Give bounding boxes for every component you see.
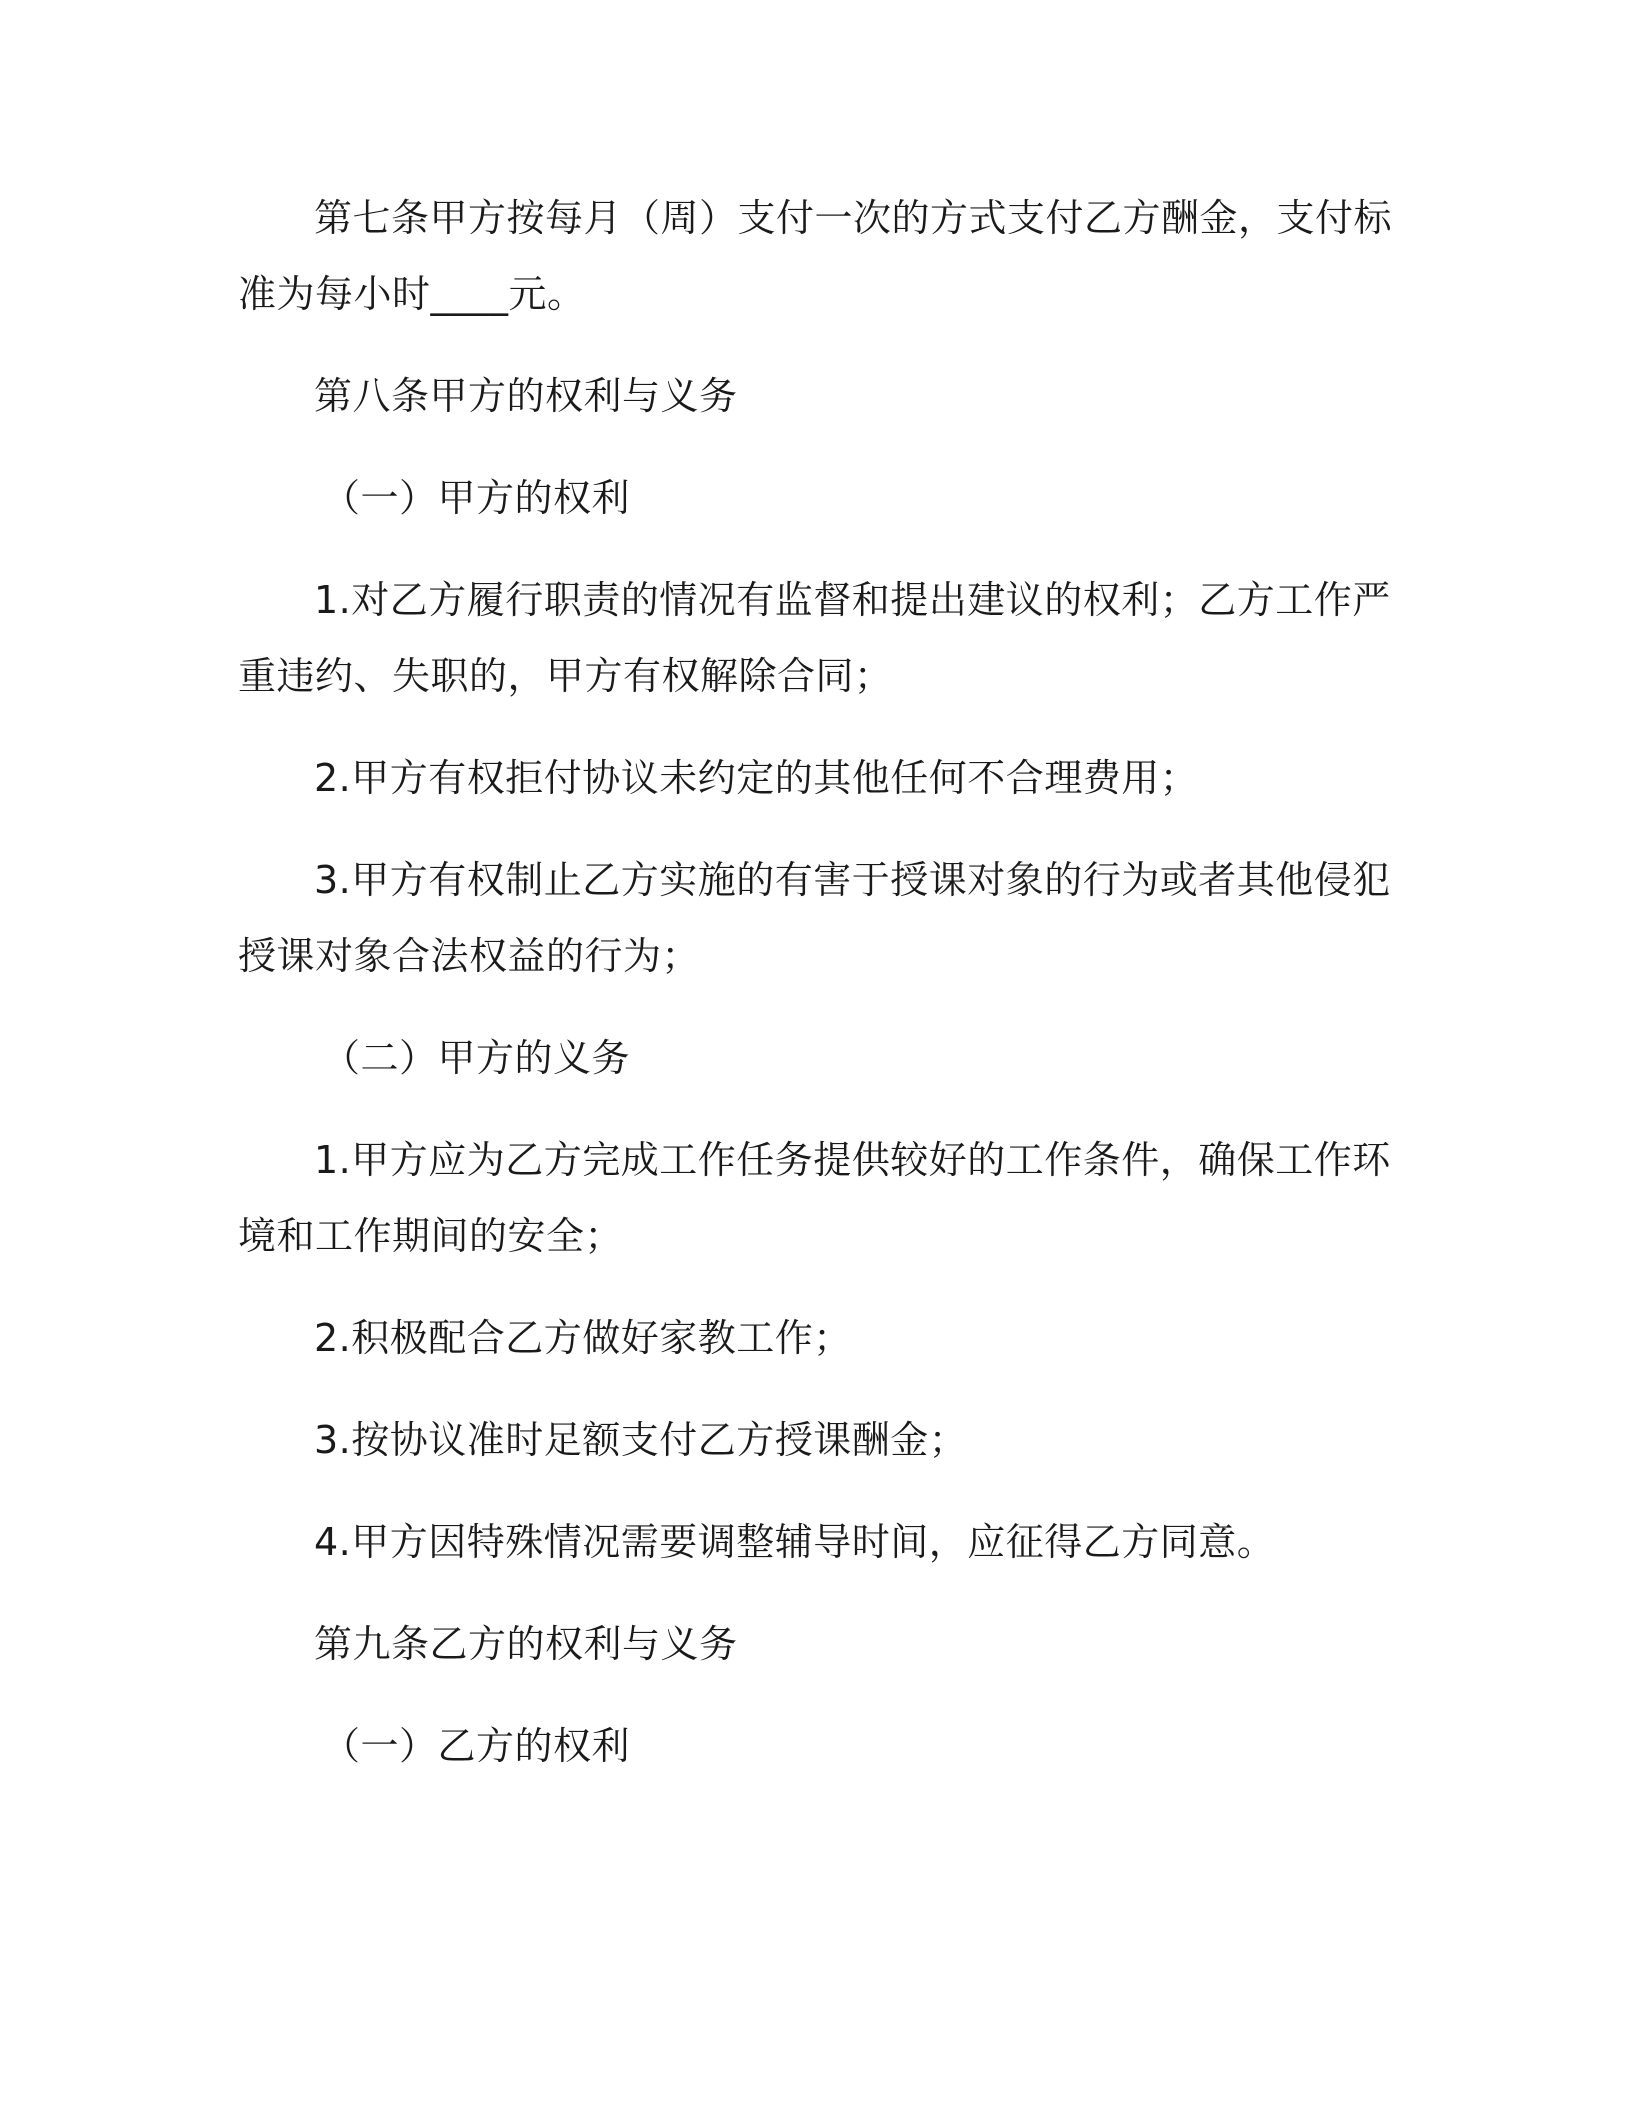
- paragraph-article-7-line-2: 准为每小时____元。: [238, 272, 586, 316]
- item-a-right-3-line-2: 授课对象合法权益的行为；: [238, 934, 701, 978]
- item-a-obligation-2: 2.积极配合乙方做好家教工作；: [314, 1316, 852, 1360]
- heading-party-b-rights: （一）乙方的权利: [322, 1724, 631, 1768]
- item-a-obligation-1-line-2: 境和工作期间的安全；: [238, 1214, 624, 1258]
- item-a-right-1-line-2: 重违约、失职的，甲方有权解除合同；: [238, 654, 893, 698]
- heading-party-a-rights: （一）甲方的权利: [322, 476, 631, 520]
- item-a-right-2: 2.甲方有权拒付协议未约定的其他任何不合理费用；: [314, 756, 1199, 800]
- item-a-right-3-line-1: 3.甲方有权制止乙方实施的有害于授课对象的行为或者其他侵犯: [314, 858, 1391, 902]
- item-a-right-1-line-1: 1.对乙方履行职责的情况有监督和提出建议的权利；乙方工作严: [314, 578, 1391, 622]
- item-a-obligation-3: 3.按协议准时足额支付乙方授课酬金；: [314, 1418, 968, 1462]
- item-a-obligation-4: 4.甲方因特殊情况需要调整辅导时间，应征得乙方同意。: [314, 1520, 1276, 1564]
- heading-article-8: 第八条甲方的权利与义务: [314, 374, 738, 418]
- heading-article-9: 第九条乙方的权利与义务: [314, 1622, 738, 1666]
- heading-party-a-obligations: （二）甲方的义务: [322, 1036, 631, 1080]
- paragraph-article-7-line-1: 第七条甲方按每月（周）支付一次的方式支付乙方酬金，支付标: [314, 196, 1393, 240]
- item-a-obligation-1-line-1: 1.甲方应为乙方完成工作任务提供较好的工作条件，确保工作环: [314, 1138, 1391, 1182]
